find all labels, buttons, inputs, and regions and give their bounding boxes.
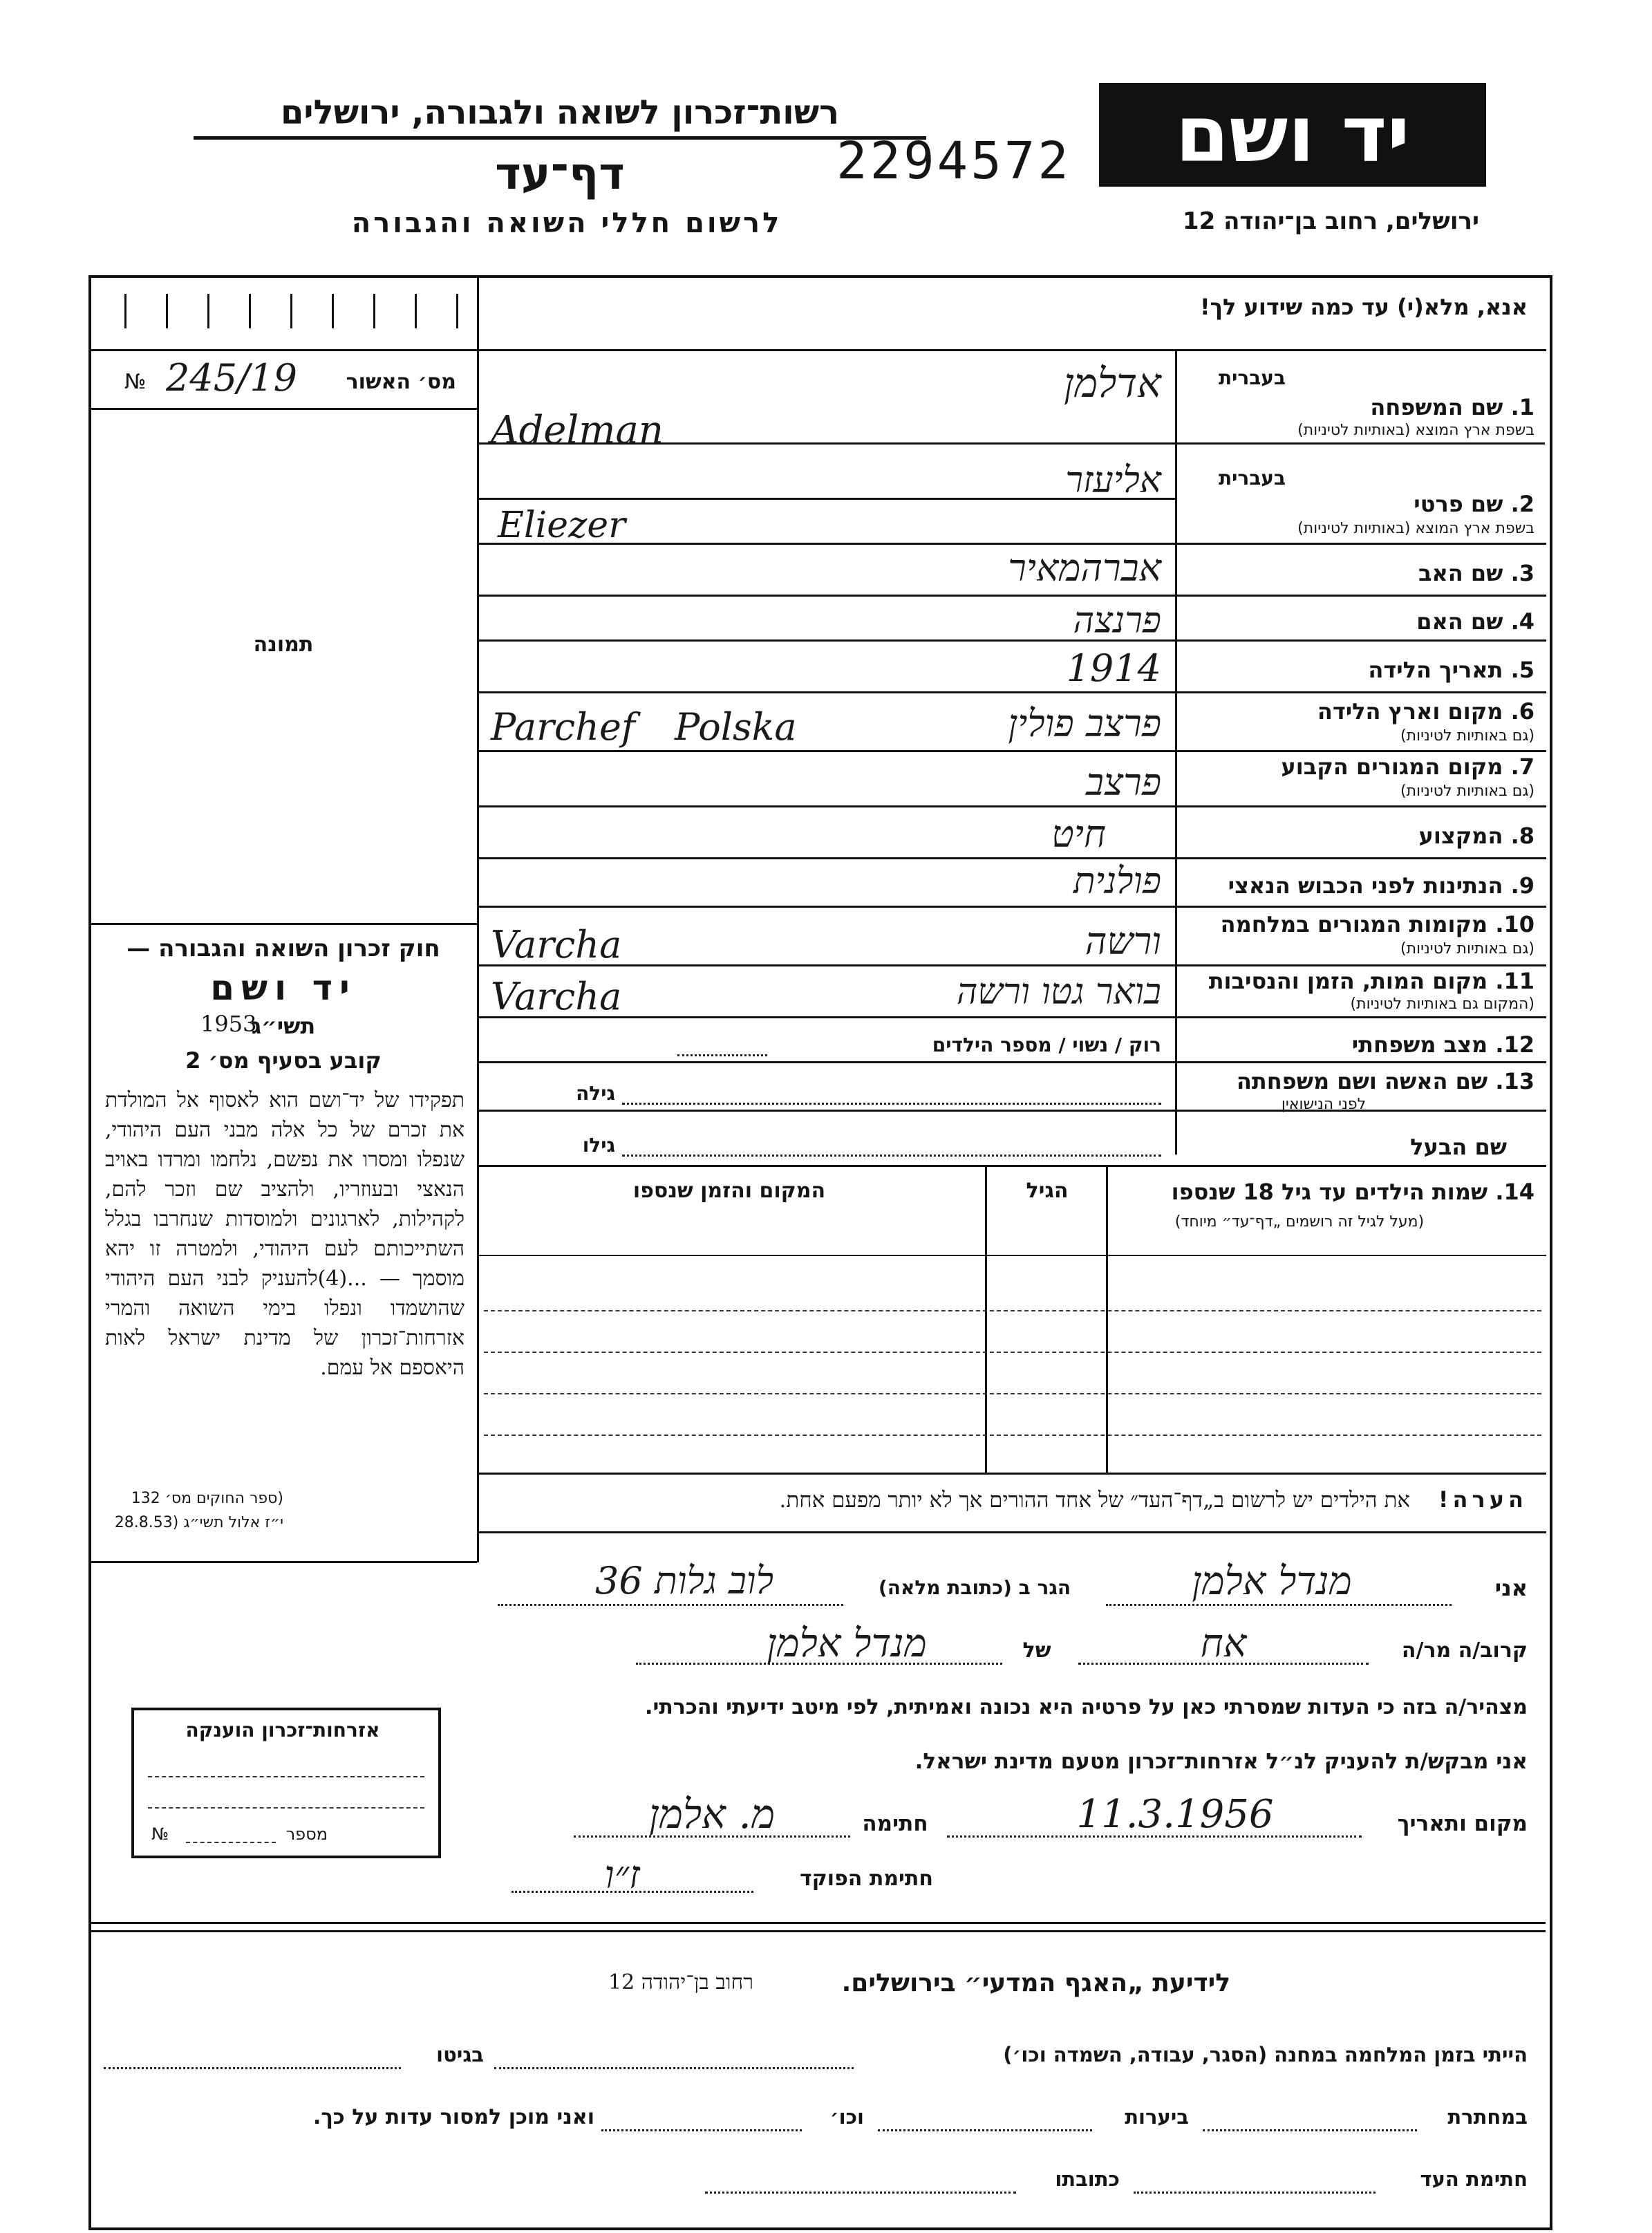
field-10-label-text: מקומות המגורים במלחמה [1220, 911, 1488, 937]
yad-vashem-logo: יד ושם [1099, 83, 1486, 187]
law-ref-1: (ספר החוקים מס׳ 132 [131, 1490, 283, 1507]
field-3-num: 3. [1510, 560, 1534, 586]
field-1-label [1182, 394, 1534, 420]
field-10-sub: (גם באותיות לטיניות) [1400, 940, 1534, 957]
children-place-header: המקום והזמן שנספו [632, 1179, 826, 1203]
in-hebrew-1: בעברית [1218, 366, 1286, 389]
field-9-label [1182, 872, 1534, 899]
decl-i-label: אני [1494, 1575, 1528, 1601]
field-4-num: 4. [1510, 608, 1534, 635]
footer-line2-d: ואני מוכן למסור עדות על כך. [313, 2105, 594, 2129]
footer-line3-b: כתובתו [1055, 2167, 1120, 2191]
law-text: תפקידו של יד־ושם הוא לאסוף אל המולדת את זכרם של כל אלה מבני העם היהודי, שנפלו ומסרו את נפשם, נלחמו ומרדו באויב הנאצי ובעוזריו, ולהציב שם וזכר להם, לקהילות, לארגונים ולמוסדות שנחרבו בגלל השתייכותם לעם היהודי, ולמטרה זו יהא מוסמך — ...(4)להעניק לבני העם היהודי שהושמדו ונפלו בימי השואה והמרי אזרחות־זכרון של מדינת ישראל לאות היאספם אל עמם. [105, 1088, 465, 1380]
field-2-sub: בשפת ארץ המוצא (באותיות לטיניות) [1297, 520, 1534, 537]
field-4-label-text: שם האם [1416, 608, 1503, 635]
field-2-num: 2. [1510, 491, 1534, 517]
field-5-label-text: תאריך הלידה [1368, 657, 1503, 683]
resides-label: הגר ב (כתובת מלאה) [878, 1576, 1071, 1599]
citizenship-box [131, 1708, 441, 1858]
field-11-label [1182, 968, 1534, 994]
signer-address[interactable]: לוב גלות 36 [595, 1559, 773, 1603]
field-11-hebrew-value[interactable]: בואר גטו ורשה [956, 971, 1161, 1013]
field-2-label [1182, 491, 1534, 517]
signer-name[interactable]: מנדל אלמן [1192, 1559, 1352, 1604]
statement-2: אני מבקש/ת להעניק לנ״ל אזרחות־זכרון מטעם מדינת ישראל. [914, 1749, 1528, 1774]
note-text: את הילדים יש לרשום ב„דף־העד״ של אחד ההורים אך לא יותר מפעם אחת. [779, 1488, 1410, 1513]
tick-marks [97, 294, 473, 328]
law-name: יד ושם [210, 968, 357, 1008]
field-2-label-text: שם פרטי [1414, 491, 1503, 517]
field-9-num: 9. [1510, 872, 1534, 899]
field-10-hebrew-value[interactable]: ורשה [1085, 919, 1161, 963]
law-section: קובע בסעיף מס׳ 2 [185, 1047, 382, 1074]
statement-1: מצהיר/ה בזה כי העדות שמסרתי כאן על פרטיה היא נכונה ואמיתית, לפי מיטב ידיעתי והכרתי. [645, 1695, 1528, 1719]
footer-title: לידיעת „האגף המדעי״ בירושלים. [841, 1969, 1230, 1997]
field-1-label-text: שם המשפחה [1370, 394, 1503, 420]
field-7-num: 7. [1510, 754, 1534, 780]
field-13-sub: לפני הנישואין [1281, 1096, 1367, 1113]
field-6-sub: (גם באותיות לטיניות) [1400, 727, 1534, 745]
field-4-label [1182, 608, 1534, 635]
footer-line2-c: וכו׳ [829, 2105, 864, 2129]
note-label: הערה! [1438, 1486, 1528, 1513]
field-3-label-text: שם האב [1418, 560, 1503, 586]
husband-age-label: גילו [582, 1134, 615, 1157]
footer-line3-a: חתימת העד [1420, 2167, 1528, 2191]
address: ירושלים, רחוב בן־יהודה 12 [1182, 207, 1479, 235]
field-3-label [1182, 560, 1534, 586]
children-label: 14. שמות הילדים עד גיל 18 שנספו [1171, 1179, 1534, 1205]
field-12-label [1182, 1031, 1534, 1058]
husband-label: שם הבעל [1410, 1134, 1507, 1160]
officer-signature[interactable]: ז״ו [604, 1853, 640, 1898]
field-12-value[interactable]: רוק / נשוי / מספר הילדים [932, 1034, 1161, 1056]
field-3-value[interactable]: אברהמאיר [1008, 546, 1161, 590]
footer-address: רחוב בן־יהודה 12 [608, 1970, 753, 1994]
footer-line2-a: במחתרת [1447, 2105, 1528, 2129]
field-10-num: 10. [1495, 911, 1534, 937]
footer-line1-b: בגיטו [436, 2043, 484, 2066]
field-10-latin-value[interactable]: Varcha [491, 923, 622, 966]
field-1-sub: בשפת ארץ המוצא (באותיות לטיניות) [1297, 422, 1534, 439]
field-12-num: 12. [1495, 1031, 1534, 1058]
field-9-label-text: הנתינות לפני הכבוש הנאצי [1228, 872, 1503, 899]
field-11-label-text: מקום המות, הזמן והנסיבות [1208, 968, 1488, 994]
field-10-label [1182, 911, 1534, 937]
authority-title: רשות־זכרון לשואה ולגבורה, ירושלים [194, 93, 926, 140]
field-13-label-text: שם האשה ושם משפחתה [1236, 1068, 1488, 1094]
sheet-number: 2294572 [836, 131, 1071, 191]
relation-label: קרוב/ה מר/ה [1401, 1638, 1528, 1663]
approval-no-label: № [124, 370, 147, 394]
of-name[interactable]: מנדל אלמן [767, 1621, 927, 1666]
wife-age-label: גילה [576, 1082, 615, 1105]
field-6-label-text: מקום וארץ הלידה [1317, 698, 1503, 725]
law-year: 1953 [200, 1011, 257, 1037]
field-11-num: 11. [1495, 968, 1534, 994]
of-label: של [1022, 1638, 1051, 1663]
field-1-hebrew-value[interactable]: אדלמן [1063, 359, 1161, 407]
in-hebrew-2: בעברית [1218, 467, 1286, 489]
date-value[interactable]: 11.3.1956 [1076, 1792, 1274, 1837]
field-7-label [1182, 754, 1534, 780]
field-5-num: 5. [1510, 657, 1534, 683]
field-2-latin-value[interactable]: Eliezer [498, 505, 626, 546]
photo-label: תמונה [253, 633, 314, 657]
field-6-label [1182, 698, 1534, 725]
field-2-hebrew-value[interactable]: אליעזר [1065, 460, 1161, 501]
field-11-sub: (המקום גם באותיות לטיניות) [1350, 996, 1534, 1013]
field-1-latin-value[interactable]: Adelman [491, 408, 664, 453]
field-6-hebrew-value[interactable]: פרצב פולין [1008, 702, 1161, 745]
relation-value[interactable]: אח [1200, 1621, 1247, 1666]
field-4-value[interactable]: פרנצה [1073, 600, 1161, 642]
field-7-value[interactable]: פרצב [1085, 760, 1161, 804]
field-8-value[interactable]: חיט [1051, 812, 1106, 856]
law-year-hebrew: תשי״ג [251, 1013, 316, 1039]
instruction: אנא, מלא(י) עד כמה שידוע לך! [1199, 294, 1528, 320]
citizenship-number-label: מספר [285, 1824, 328, 1844]
field-1-num: 1. [1510, 394, 1534, 420]
field-8-label [1182, 823, 1534, 849]
law-ref-2: י״ז אלול תשי״ג (28.8.53 [114, 1514, 283, 1531]
field-7-label-text: מקום המגורים הקבוע [1281, 754, 1503, 780]
field-5-label [1182, 657, 1534, 683]
field-6-num: 6. [1510, 698, 1534, 725]
field-6-latin-value[interactable]: Parchef Polska [491, 705, 797, 749]
children-sub: (מעל לגיל זה רושמים „דף־עד״ מיוחד) [1174, 1213, 1425, 1231]
footer-line1-a: הייתי בזמן המלחמה במחנה (הסגר, עבודה, השמדה וכו׳) [1003, 2043, 1528, 2066]
footer-line2-b: ביערות [1125, 2105, 1189, 2129]
signature-label: חתימה [862, 1811, 928, 1836]
field-5-value[interactable]: 1914 [1066, 646, 1161, 690]
citizenship-no: № [151, 1824, 169, 1844]
field-13-label [1182, 1068, 1534, 1094]
field-8-label-text: המקצוע [1418, 823, 1503, 849]
sheet-title: דף־עד [495, 149, 625, 200]
approval-number: 245/19 [166, 356, 297, 400]
signature-value[interactable]: מ. אלמן [648, 1791, 776, 1838]
law-title: חוק זכרון השואה והגבורה — [126, 935, 440, 962]
citizenship-box-title: אזרחות־זכרון הוענקה [185, 1719, 380, 1741]
field-7-sub: (גם באותיות לטיניות) [1400, 783, 1534, 800]
field-11-latin-value[interactable]: Varcha [491, 975, 622, 1018]
officer-label: חתימת הפוקד [800, 1867, 933, 1891]
field-9-value[interactable]: פולנית [1073, 861, 1161, 902]
field-13-num: 13. [1495, 1068, 1534, 1094]
field-12-label-text: מצב משפחתי [1351, 1031, 1488, 1058]
children-age-header: הגיל [1026, 1179, 1069, 1203]
approval-label: מס׳ האשור [346, 370, 456, 394]
field-8-num: 8. [1510, 823, 1534, 849]
place-date-label: מקום ותאריך [1397, 1811, 1528, 1836]
purpose: לרשום חללי השואה והגבורה [351, 207, 782, 239]
